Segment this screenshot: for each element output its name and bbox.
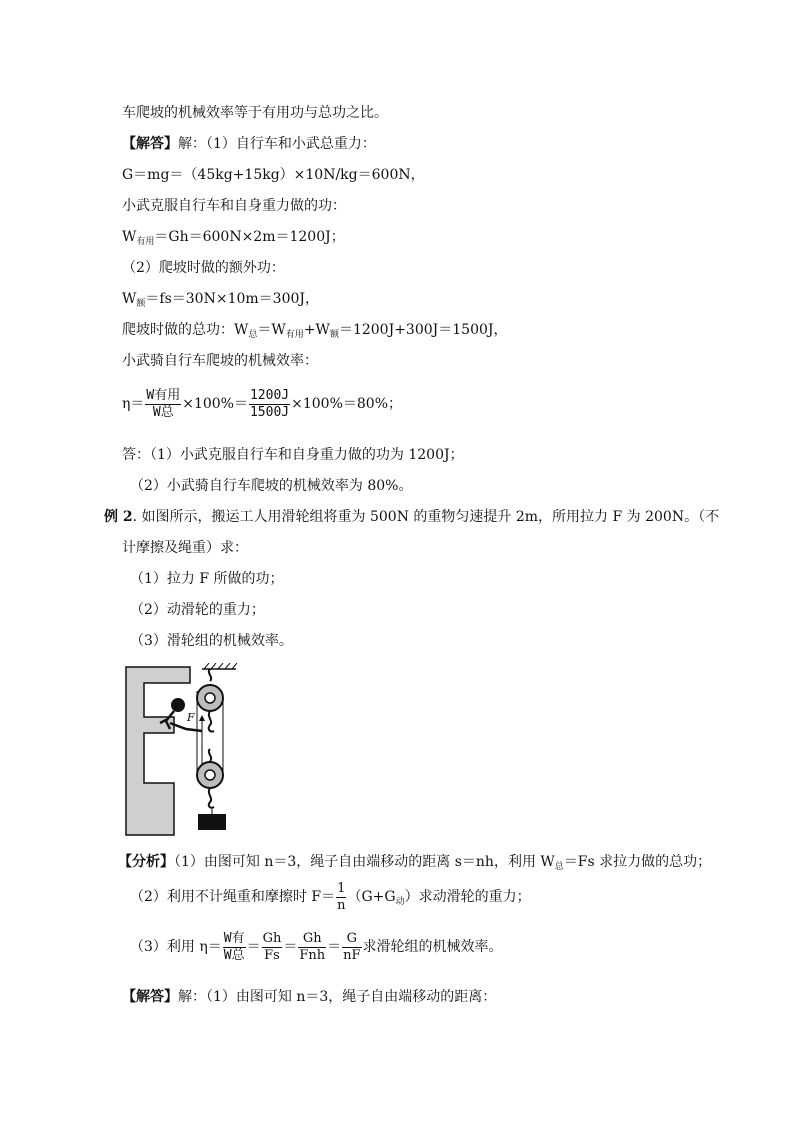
formula-text: ×100%＝80%； [291,396,402,412]
equation-line [122,320,508,342]
example-label: 例 2 [104,509,133,525]
subscript: 额 [329,330,339,340]
equation-text: ＝W [257,322,286,338]
denominator: n [337,897,346,913]
equals-sign: ＝ [246,939,261,955]
movable-pulley-top-hook [209,749,211,761]
text-line: 计摩擦及绳重）求： [122,540,248,556]
text-line: 车爬坡的机械效率等于有用功与总功之比。 [122,105,388,121]
worker-head [171,698,185,712]
fraction [223,931,246,964]
analysis-text: （3）利用 η＝ [130,939,222,955]
numerator: 1200J [249,387,290,403]
fraction [342,931,361,964]
symbol: W [122,291,137,307]
denominator: W总 [152,404,174,420]
solution-heading [122,987,496,1007]
analysis-text: （1）由图可知 n＝3，绳子自由端移动的距离 s＝nh，利用 W [174,854,555,870]
fraction [262,931,283,964]
solution-label: 【解答】 [122,136,178,152]
answer-line: 答：（1）小武克服自行车和自身重力做的功为 1200J； [122,447,464,463]
fraction [145,388,181,421]
equation-text: ＝Gh＝600N×2m＝1200J； [154,229,345,245]
denominator: Fs [264,947,280,963]
symbol: W [122,229,137,245]
example-heading [104,507,719,527]
equation-text: 爬坡时做的总功：W [122,322,249,338]
numerator: W有用 [146,387,181,403]
text-line: 解：（1）由图可知 n＝3，绳子自由端移动的距离： [178,989,497,1005]
fraction [298,931,326,964]
analysis-text: 求滑轮组的机械效率。 [362,939,503,955]
subscript: 总 [554,862,564,872]
pulley-axle [205,770,215,780]
pulley-axle [205,693,215,703]
text-line: G＝mg＝（45kg+15kg）×10N/kg＝600N， [122,167,425,183]
numerator: Gh [298,931,326,948]
analysis-label: 【分析】 [118,854,174,870]
question-item: （2）动滑轮的重力； [130,602,265,618]
force-label: F [187,711,195,724]
numerator: 1 [337,880,346,896]
fixed-pulley-hook [209,711,214,732]
equation-text: ＝fs＝30N×10m＝300J， [145,291,319,307]
solution-label: 【解答】 [122,989,178,1005]
fraction [249,388,290,421]
subscript: 有用 [136,237,155,247]
numerator: G [342,931,361,948]
equals-sign: ＝ [327,939,342,955]
analysis-text: ＝Fs 求拉力做的总功； [563,854,712,870]
subscript: 有用 [285,330,304,340]
analysis-line [130,878,531,918]
text-line: （2）爬坡时做的额外功： [122,260,285,276]
arrow-head [199,715,205,721]
text-line: 解：（1）自行车和小武总重力： [178,136,376,152]
movable-pulley-hook [209,788,214,808]
analysis-formula-line [130,926,503,968]
denominator: nF [343,947,361,963]
question-item: （3）滑轮组的机械效率。 [130,633,293,649]
equation-line [122,289,319,311]
example-text: . 如图所示，搬运工人用滑轮组将重为 500N 的重物匀速提升 2m，所用拉力 F 为 200N。（不 [132,509,720,525]
subscript: 总 [248,330,258,340]
denominator: 1500J [249,404,290,420]
text-line: 小武骑自行车爬坡的机械效率： [122,353,318,369]
analysis-text: ）求动滑轮的重力； [404,889,531,905]
equation-text: ＝1200J+300J＝1500J， [338,322,508,338]
denominator: W总 [223,947,245,963]
equals-sign: ＝ [283,939,298,955]
top-hook [209,669,211,681]
load-block [198,814,226,830]
solution-heading [122,134,376,154]
subscript: 动 [395,897,405,907]
text-line: 小武克服自行车和自身重力做的功： [122,198,346,214]
answer-line: （2）小武骑自行车爬坡的机械效率为 80%。 [130,478,413,494]
formula-text: ×100%＝ [182,396,248,412]
equation-text: +W [303,322,330,338]
question-item: （1）拉力 F 所做的功； [130,571,284,587]
analysis-text: （2）利用不计绳重和摩擦时 F＝ [130,889,336,905]
subscript: 额 [136,299,146,309]
numerator: W有 [223,930,245,946]
ceiling-hatching [204,663,237,669]
formula-prefix: η＝ [122,396,145,412]
equation-line [122,227,345,249]
numerator: Gh [262,930,282,946]
denominator: Fnh [299,947,326,963]
pulley-diagram [124,663,244,838]
building-wall [126,667,190,835]
efficiency-formula [122,384,402,424]
analysis-text: （G+G [347,889,396,905]
analysis-line [118,852,711,874]
fraction [336,881,346,914]
